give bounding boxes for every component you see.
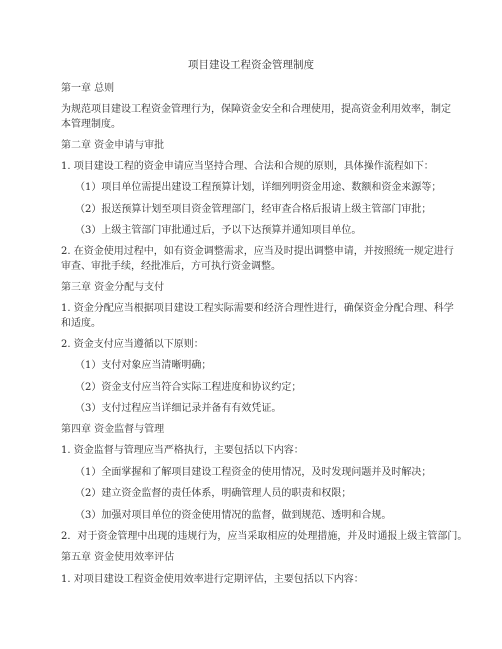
paragraph: 1. 资金分配应当根据项目建设工程实际需要和经济合理性进行，确保资金分配合理、科学 <box>61 303 454 314</box>
paragraph-continuation: 和适度。 <box>61 318 101 329</box>
list-item: （2）建立资金监督的责任体系，明确管理人员的职责和权限； <box>75 488 352 499</box>
chapter-1-heading: 第一章 总则 <box>61 83 115 94</box>
paragraph: 1. 对项目建设工程资金使用效率进行定期评估，主要包括以下内容： <box>61 574 364 585</box>
chapter-5-heading: 第五章 资金使用效率评估 <box>61 552 175 563</box>
paragraph: 为规范项目建设工程资金管理行为，保障资金安全和合理使用，提高资金利用效率，制定 <box>61 104 451 115</box>
paragraph: 1. 资金监督与管理应当严格执行，主要包括以下内容： <box>61 445 304 456</box>
list-item: （2）资金支付应当符合实际工程进度和协议约定； <box>75 382 302 393</box>
list-item: （2）报送预算计划至项目资金管理部门，经审查合格后报请上级主管部门审批； <box>75 204 432 215</box>
chapter-2-heading: 第二章 资金申请与审批 <box>61 140 165 151</box>
document-title: 项目建设工程资金管理制度 <box>188 59 314 71</box>
list-item: （1）项目单位需提出建设工程预算计划，详细列明资金用途、数额和资金来源等； <box>75 182 442 193</box>
list-item: （3）支付过程应当详细记录并备有有效凭证。 <box>75 403 282 414</box>
paragraph: 2. 在资金使用过程中，如有资金调整需求，应当及时提出调整申请，并按照统一规定进行 <box>61 246 454 257</box>
paragraph-continuation: 审查、审批手续，经批准后，方可执行资金调整。 <box>61 261 281 272</box>
chapter-4-heading: 第四章 资金监督与管理 <box>61 424 165 435</box>
paragraph: 2．对于资金管理中出现的违规行为，应当采取相应的处理措施，并及时通报上级主管部门。 <box>61 531 468 542</box>
list-item: （3）加强对项目单位的资金使用情况的监督，做到规范、透明和合规。 <box>75 510 392 521</box>
paragraph: 2. 资金支付应当遵循以下原则： <box>61 339 204 350</box>
list-item: （1）全面掌握和了解项目建设工程资金的使用情况，及时发现问题并及时解决； <box>75 467 432 478</box>
paragraph-continuation: 本管理制度。 <box>61 119 121 130</box>
list-item: （3）上级主管部门审批通过后，予以下达预算并通知项目单位。 <box>75 225 362 236</box>
list-item: （1）支付对象应当清晰明确； <box>75 360 212 371</box>
paragraph: 1. 项目建设工程的资金申请应当坚持合理、合法和合规的原则，具体操作流程如下： <box>61 161 434 172</box>
chapter-3-heading: 第三章 资金分配与支付 <box>61 282 165 293</box>
